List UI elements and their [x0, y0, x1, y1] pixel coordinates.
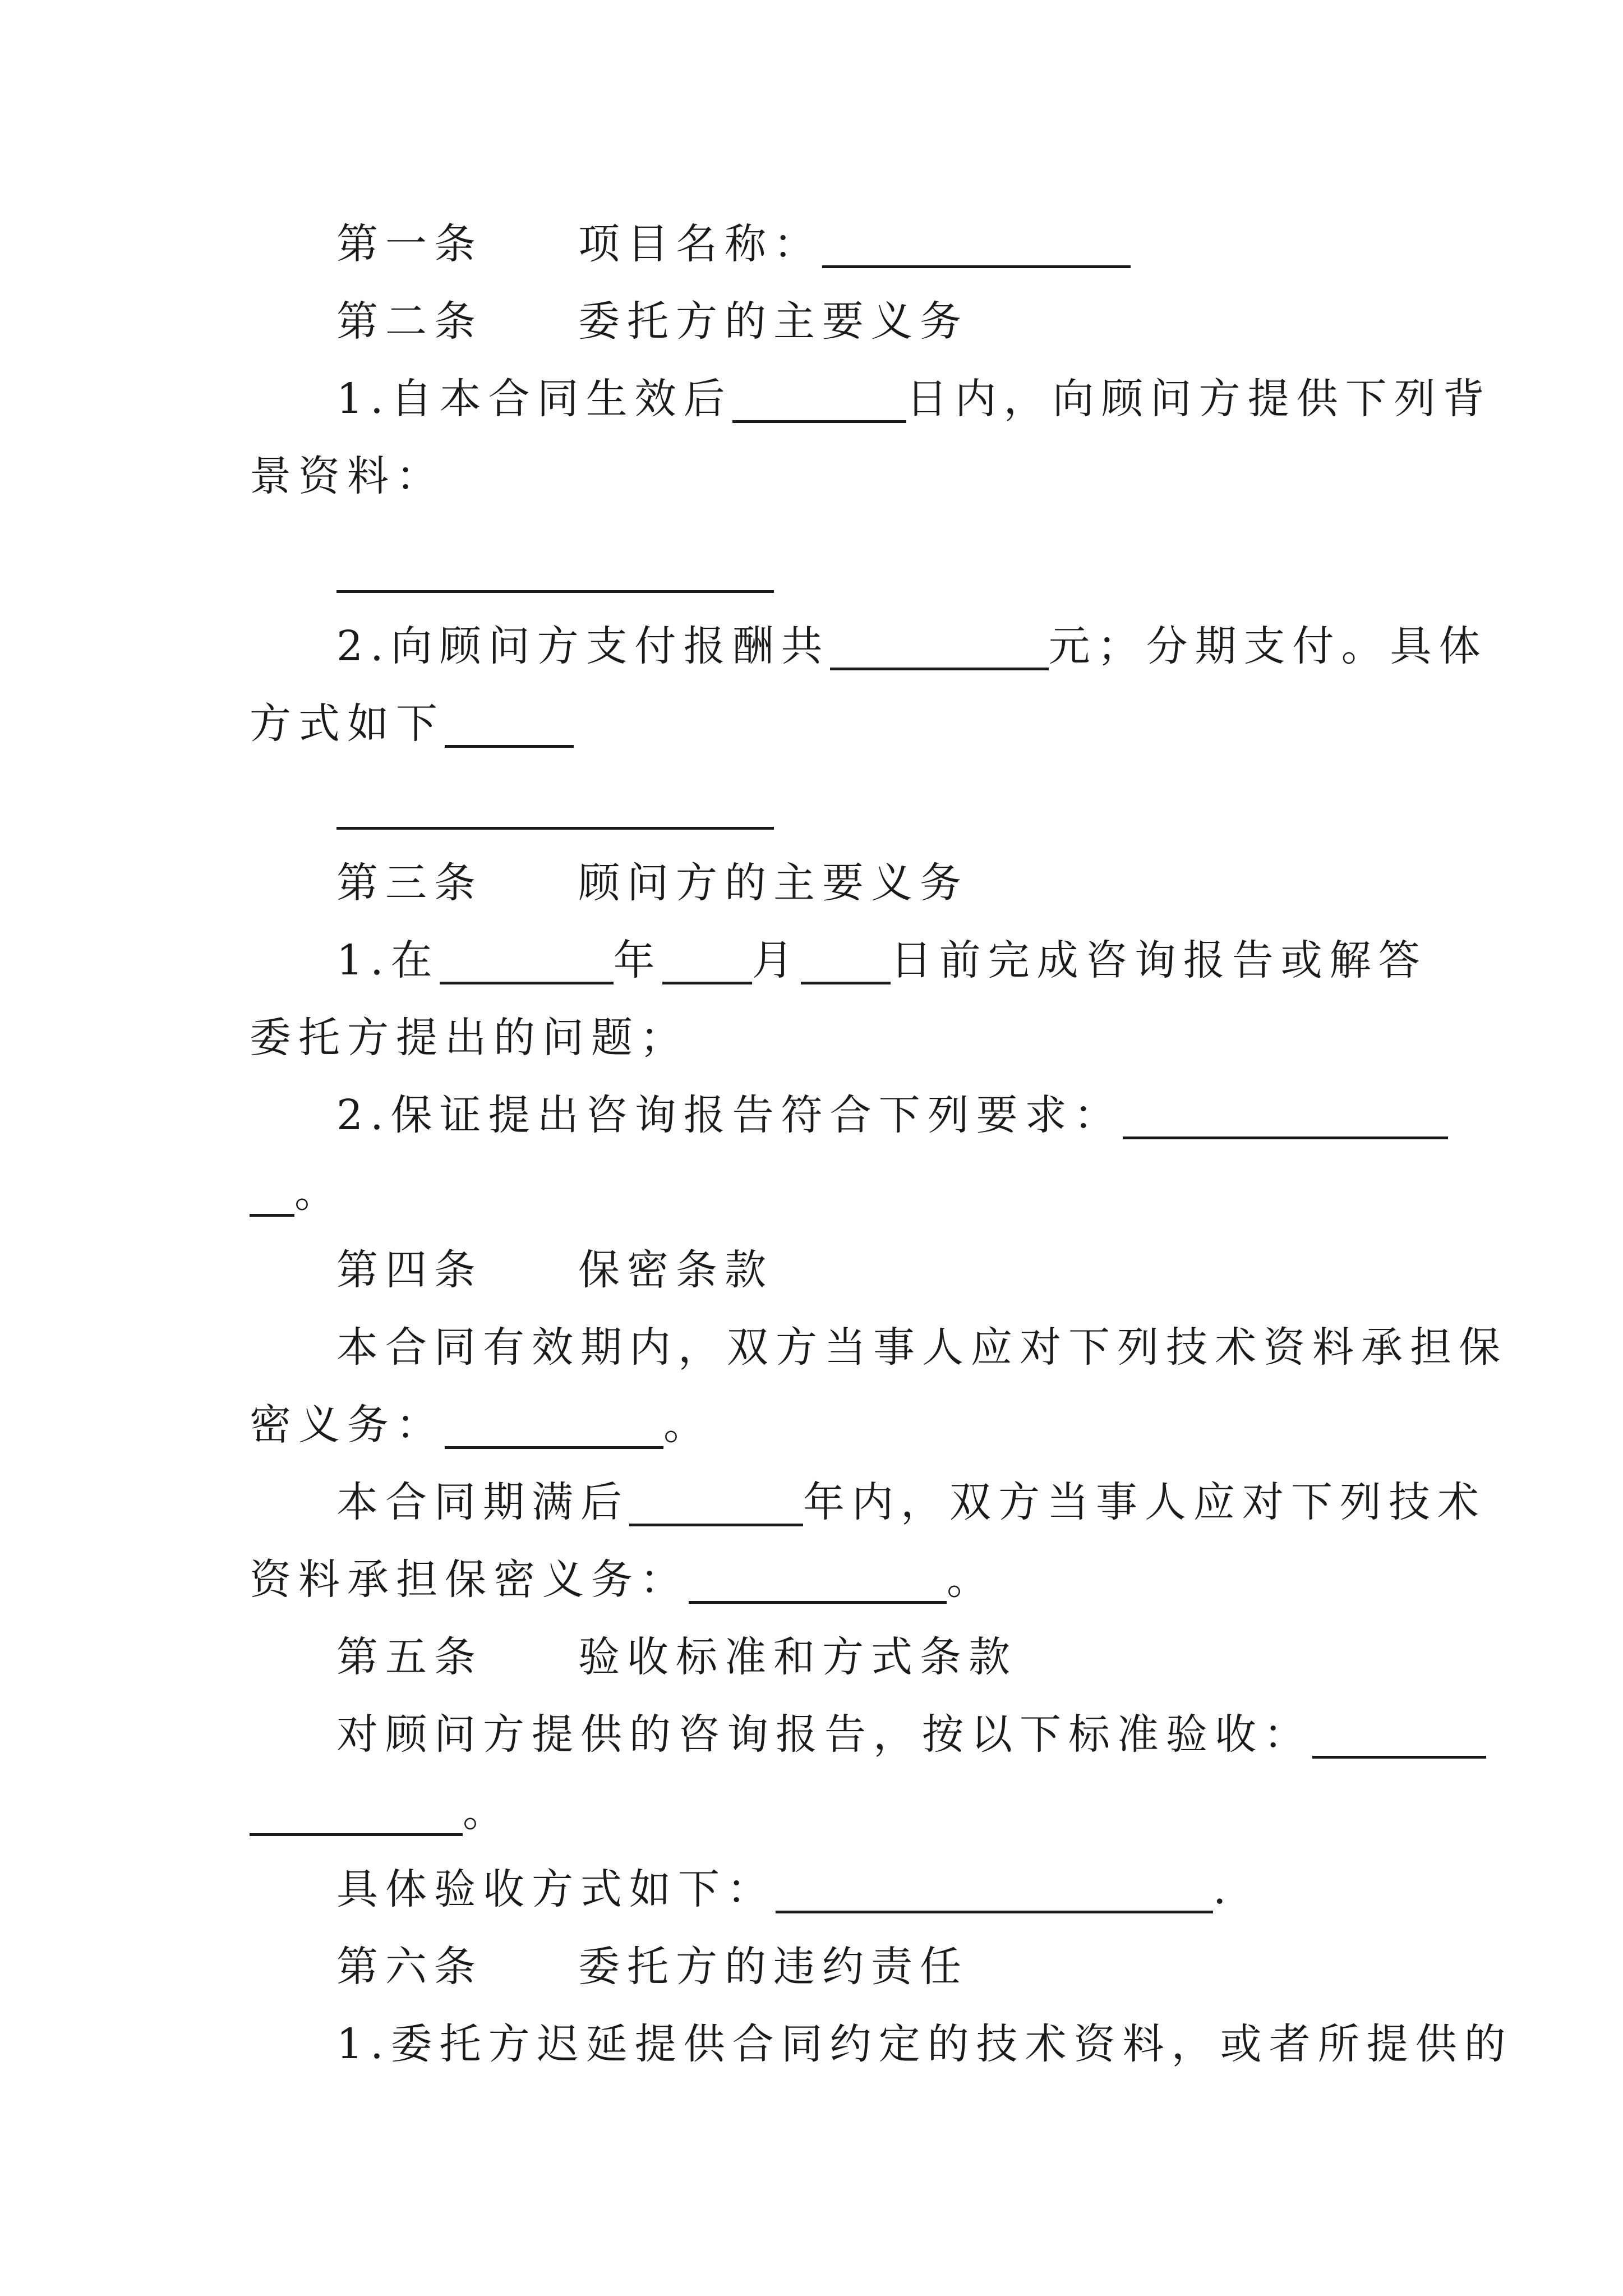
project-name-blank[interactable] — [822, 209, 1131, 268]
article-5-heading — [0, 1618, 1623, 1696]
materials-blank-line — [0, 530, 1623, 608]
article-title: 验收标准和方式条款 — [578, 1633, 1017, 1681]
article-title: 保密条款 — [578, 1246, 773, 1294]
paragraph-line: 资料承担保密义务： 。 — [0, 1540, 1623, 1619]
article-label: 第三条 — [336, 859, 483, 907]
paragraph-line: 2.向顾问方支付报酬共 元；分期支付。具体 — [0, 607, 1623, 685]
paragraph-line: 1.自本合同生效后 日内，向顾问方提供下列背 — [0, 360, 1623, 438]
paragraph-line: 。 — [0, 1153, 1623, 1232]
article-label: 第一条 — [336, 220, 483, 268]
article-title: 项目名称： — [578, 220, 822, 268]
paragraph-line: 1.委托方迟延提供合同约定的技术资料，或者所提供的 — [336, 2020, 1513, 2068]
days-blank[interactable] — [732, 364, 906, 423]
paragraph-line: 具体验收方式如下： . — [0, 1850, 1623, 1929]
month-blank[interactable] — [662, 926, 752, 984]
payment-amount-blank[interactable] — [830, 611, 1049, 670]
article-label: 第二条 — [336, 297, 483, 346]
paragraph-line: 方式如下 — [0, 684, 1623, 763]
paragraph-line: 2.保证提出咨询报告符合下列要求： — [0, 1076, 1623, 1154]
article-3-heading — [0, 844, 1623, 922]
article-title: 委托方的违约责任 — [578, 1943, 969, 1991]
article-1-heading — [0, 205, 1623, 283]
acceptance-method-blank[interactable] — [776, 1855, 1213, 1913]
article-4-heading — [0, 1231, 1623, 1309]
paragraph-line: 1.在 年 月 日前完成咨询报告或解答 — [0, 921, 1623, 1000]
paragraph-line: 密义务： 。 — [0, 1386, 1623, 1464]
materials-blank[interactable] — [336, 534, 774, 593]
paragraph-line: 。 — [0, 1773, 1623, 1851]
article-label: 第六条 — [336, 1943, 483, 1991]
article-2-heading — [0, 282, 1623, 361]
paragraph-line: 本合同有效期内，双方当事人应对下列技术资料承担保 — [336, 1323, 1507, 1372]
paragraph-line: 对顾问方提供的咨询报告，按以下标准验收： — [0, 1695, 1623, 1774]
article-label: 第四条 — [336, 1246, 483, 1294]
paragraph-line: 景资料： — [250, 452, 445, 500]
years-after-blank[interactable] — [629, 1467, 803, 1526]
payment-method-blank[interactable] — [445, 689, 574, 748]
post-term-materials-blank[interactable] — [689, 1545, 947, 1604]
article-title: 顾问方的主要义务 — [578, 859, 969, 907]
payment-blank-line — [0, 766, 1623, 845]
day-blank[interactable] — [801, 926, 891, 984]
paragraph-line: 委托方提出的问题； — [250, 1014, 689, 1062]
requirements-blank[interactable] — [1123, 1080, 1448, 1139]
requirements-blank-cont[interactable] — [250, 1158, 294, 1217]
article-label: 第五条 — [336, 1633, 483, 1681]
acceptance-standard-blank[interactable] — [1312, 1700, 1486, 1759]
article-6-heading — [0, 1927, 1623, 2006]
acceptance-standard-blank-cont[interactable] — [250, 1777, 463, 1836]
paragraph-line: 本合同期满后 年内，双方当事人应对下列技术 — [0, 1463, 1623, 1542]
confidential-materials-blank[interactable] — [445, 1390, 663, 1449]
payment-detail-blank[interactable] — [336, 771, 774, 830]
article-title: 委托方的主要义务 — [578, 297, 969, 346]
year-blank[interactable] — [440, 926, 614, 984]
